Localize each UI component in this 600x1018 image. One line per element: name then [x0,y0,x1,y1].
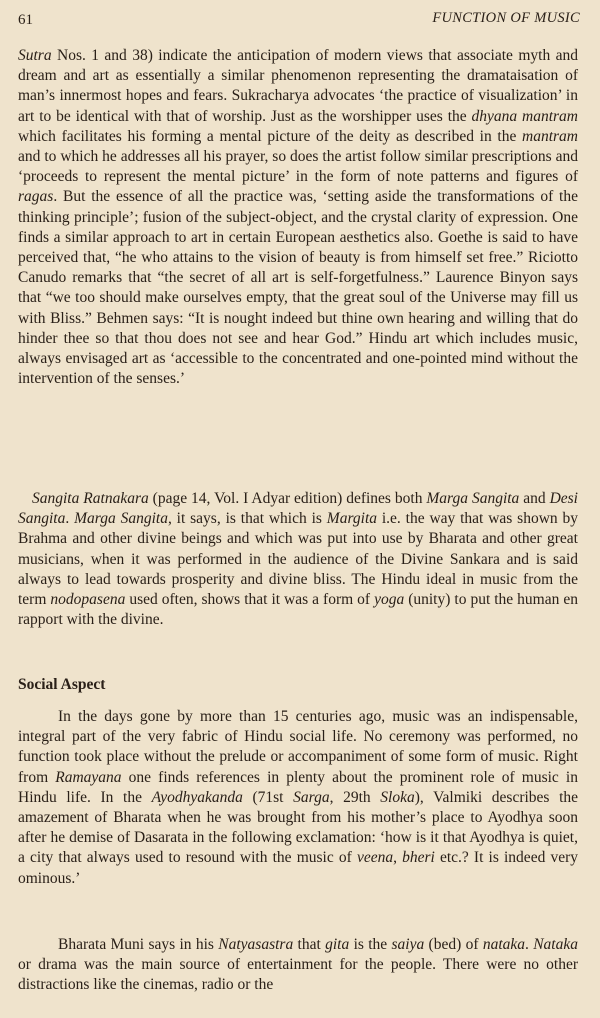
paragraph-1: Sutra Nos. 1 and 38) indicate the anticipation of modern views that associate myth and dream and art as essentially a similar phenomenon representing the dramataisation of man’s innermost hopes and fears. Sukracharya advocates ‘the practice of visualization’ in art to be identical with that of worship. Just as the worshipper uses the dhyana mantram which facilitates his forming a mental picture of the deity as described in the mantram and to which he addresses all his prayer, so does the artist follow similar prescriptions and ‘proceeds to represent the mental picture’ in the form of note patterns and figures of ragas. But the essence of all the practice was, ‘setting aside the transformations of the thinking principle’; fusion of the subject-object, and the crystal clarity of expression. One finds a similar approach to art in certain European aesthetics also. Goethe is said to have perceived that, “he who attains to the vision of beauty is from himself set free.” Riciotto Canudo remarks that “the secret of all art is self-forgetfulness.” Laurence Binyon says that “we too should make ourselves empty, that the great soul of the Universe may fill us with Bliss.” Behmen says: “It is nought indeed but thine own hearing and willing that do hinder thee so that thou does not see and hear God.” Hindu art which includes music, always envisaged art as ‘accessible to the concentrated and one-pointed mind without the intervention of the senses.’ [18,47,578,388]
page-number: 61 [18,12,33,28]
paragraph-2: Sangita Ratnakara (page 14, Vol. I Adyar edition) defines both Marga Sangita and Desi Sangita. Marga Sangita, it says, is that which is Margita i.e. the way that was shown by Brahma and other divine beings and which was put into use by Bharata and other great musicians, when it was performed in the audience of the Divine Sankara and is said always to lead towards prosperity and divine bliss. The Hindu ideal in music from the term nodopasena used often, shows that it was a form of yoga (unity) to put the human en rapport with the divine. [18,490,579,629]
page-header [18,8,580,32]
paragraph-3: In the days gone by more than 15 centuries ago, music was an indispensable, integral part of the very fabric of Hindu social life. No ceremony was performed, no function took place without the prelude or accompaniment of some form of music. Right from Ramayana one finds references in plenty about the prominent role of music in Hindu life. In the Ayodhyakanda (71st Sarga, 29th Sloka), Valmiki describes the amazement of Bharata when he was brought from his mother’s place to Ayodhya soon after he demise of Dasarata in the following exclamation: ‘how is it that Ayodhya is quiet, a city that always used to resound with the music of veena, bheri etc.? It is indeed very ominous.’ [18,708,579,887]
running-title: FUNCTION OF MUSIC [432,10,580,26]
section-heading: Social Aspect [18,676,106,693]
paragraph-4: Bharata Muni says in his Natyasastra that gita is the saiya (bed) of nataka. Nataka or drama was the main source of entertainment for the people. There were no other distractions like the cinemas, radio or the [18,936,578,994]
